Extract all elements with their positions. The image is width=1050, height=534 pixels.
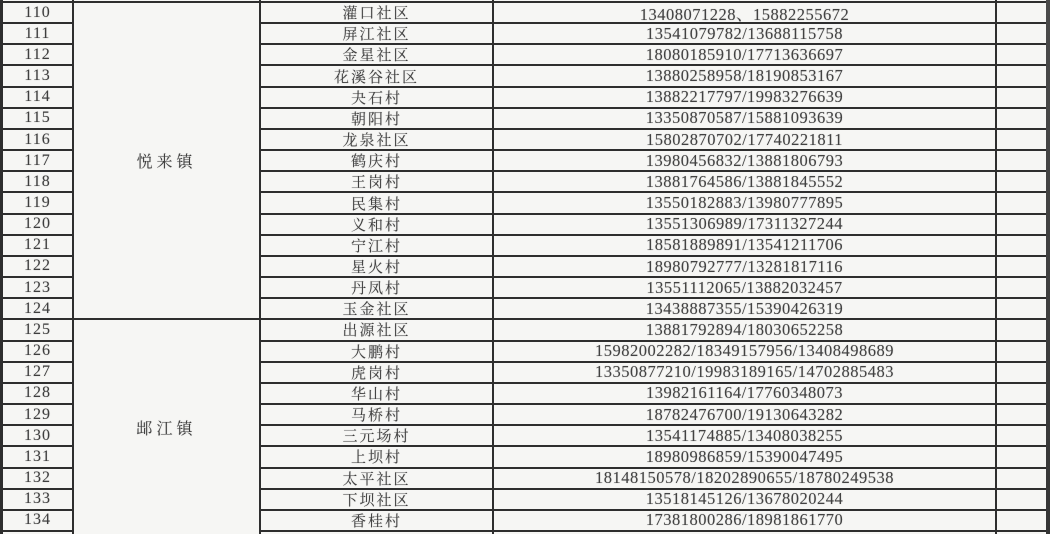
row-number-cell: 112: [3, 45, 74, 66]
row-number-cell: 128: [3, 384, 74, 405]
phone-cell: 13350877210/19983189165/14702885483: [494, 363, 997, 384]
village-cell: 金星社区: [261, 45, 494, 66]
phone-cell: 13518145126/13678020244: [494, 490, 997, 511]
phone-cell: 18980792777/13281817116: [494, 257, 997, 278]
village-cell: 大鹏村: [261, 342, 494, 363]
village-cell: 龙泉社区: [261, 130, 494, 151]
phone-cell: 15982002282/18349157956/13408498689: [494, 342, 997, 363]
phone-cell: 18080185910/17713636697: [494, 45, 997, 66]
tail-cell: [997, 109, 1046, 130]
tail-cell: [997, 278, 1046, 299]
village-cell: 香桂村: [261, 511, 494, 532]
village-cell: 马桥村: [261, 405, 494, 426]
tail-cell: [997, 130, 1046, 151]
row-number-cell: 132: [3, 469, 74, 490]
village-cell: 屏江社区: [261, 24, 494, 45]
tail-cell: [997, 299, 1046, 320]
village-cell: 太平社区: [261, 469, 494, 490]
tail-cell: [997, 215, 1046, 236]
tail-cell: [997, 320, 1046, 341]
tail-cell: [997, 511, 1046, 532]
row-number-cell: 130: [3, 426, 74, 447]
tail-cell: [997, 405, 1046, 426]
tail-cell: [997, 342, 1046, 363]
phone-cell: 13882217797/19983276639: [494, 88, 997, 109]
tail-cell: [997, 66, 1046, 87]
tail-cell: [997, 384, 1046, 405]
town-cell: 悦来镇: [74, 3, 261, 320]
village-cell: 虎岗村: [261, 363, 494, 384]
tail-cell: [997, 3, 1046, 24]
phone-cell: 13982161164/17760348073: [494, 384, 997, 405]
phone-cell: 17381800286/18981861770: [494, 511, 997, 532]
table-right-edge: [1046, 0, 1050, 534]
phone-cell: 13551112065/13882032457: [494, 278, 997, 299]
row-number-cell: 131: [3, 447, 74, 468]
village-cell: 出源社区: [261, 320, 494, 341]
town-cell: 䢺江镇: [74, 320, 261, 534]
phone-cell: 18782476700/19130643282: [494, 405, 997, 426]
village-cell: 民集村: [261, 193, 494, 214]
phone-cell: 18581889891/13541211706: [494, 236, 997, 257]
row-number-cell: 125: [3, 320, 74, 341]
village-cell: 下坝社区: [261, 490, 494, 511]
tail-cell: [997, 363, 1046, 384]
row-number-cell: 133: [3, 490, 74, 511]
village-cell: 朝阳村: [261, 109, 494, 130]
village-cell: 三元场村: [261, 426, 494, 447]
village-cell: 华山村: [261, 384, 494, 405]
row-number-cell: 115: [3, 109, 74, 130]
row-number-cell: 121: [3, 236, 74, 257]
tail-cell: [997, 469, 1046, 490]
row-number-cell: 118: [3, 172, 74, 193]
row-number-cell: 114: [3, 88, 74, 109]
village-cell: 丹凤村: [261, 278, 494, 299]
phone-cell: 13541174885/13408038255: [494, 426, 997, 447]
village-cell: 夬石村: [261, 88, 494, 109]
row-number-cell: 123: [3, 278, 74, 299]
row-number-cell: 122: [3, 257, 74, 278]
village-cell: 上坝村: [261, 447, 494, 468]
phone-cell: 13880258958/18190853167: [494, 66, 997, 87]
village-cell: 玉金社区: [261, 299, 494, 320]
phone-cell: 13541079782/13688115758: [494, 24, 997, 45]
tail-cell: [997, 24, 1046, 45]
village-cell: 星火村: [261, 257, 494, 278]
row-number-cell: 120: [3, 215, 74, 236]
tail-cell: [997, 257, 1046, 278]
village-cell: 王岗村: [261, 172, 494, 193]
row-number-cell: 113: [3, 66, 74, 87]
tail-cell: [997, 88, 1046, 109]
phone-cell: 13551306989/17311327244: [494, 215, 997, 236]
village-cell: 花溪谷社区: [261, 66, 494, 87]
row-number-cell: 111: [3, 24, 74, 45]
row-number-cell: 110: [3, 3, 74, 24]
phone-cell: 15802870702/17740221811: [494, 130, 997, 151]
row-number-cell: 127: [3, 363, 74, 384]
phone-cell: 13350870587/15881093639: [494, 109, 997, 130]
village-cell: 鹤庆村: [261, 151, 494, 172]
row-number-cell: 124: [3, 299, 74, 320]
phone-cell: 13408071228、15882255672: [494, 3, 997, 24]
row-number-cell: 116: [3, 130, 74, 151]
row-number-cell: 126: [3, 342, 74, 363]
village-cell: 义和村: [261, 215, 494, 236]
village-cell: 灌口社区: [261, 3, 494, 24]
tail-cell: [997, 193, 1046, 214]
row-number-cell: 134: [3, 511, 74, 532]
phone-cell: 13980456832/13881806793: [494, 151, 997, 172]
tail-cell: [997, 426, 1046, 447]
phone-cell: 13438887355/15390426319: [494, 299, 997, 320]
phone-cell: 13550182883/13980777895: [494, 193, 997, 214]
row-number-cell: 129: [3, 405, 74, 426]
row-number-cell: 117: [3, 151, 74, 172]
tail-cell: [997, 151, 1046, 172]
tail-cell: [997, 236, 1046, 257]
phone-cell: 18148150578/18202890655/18780249538: [494, 469, 997, 490]
phone-cell: 18980986859/15390047495: [494, 447, 997, 468]
village-cell: 宁江村: [261, 236, 494, 257]
tail-cell: [997, 172, 1046, 193]
row-number-cell: 119: [3, 193, 74, 214]
tail-cell: [997, 447, 1046, 468]
tail-cell: [997, 45, 1046, 66]
phone-cell: 13881792894/18030652258: [494, 320, 997, 341]
phone-cell: 13881764586/13881845552: [494, 172, 997, 193]
tail-cell: [997, 490, 1046, 511]
